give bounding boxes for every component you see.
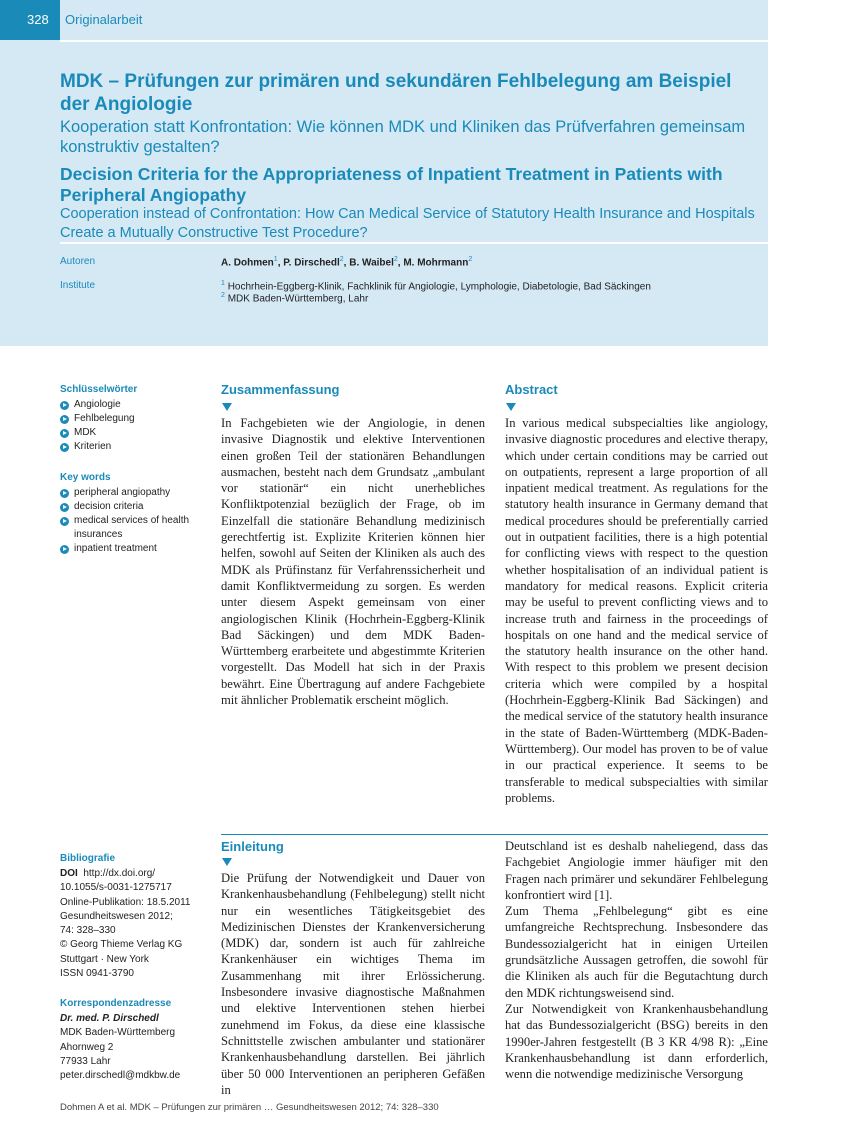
titles-divider xyxy=(60,242,768,244)
title-english: Decision Criteria for the Appropriateness of Inpatient Treatment in Patients with Peripheral Angiopathy xyxy=(60,164,723,205)
section-label: Originalarbeit xyxy=(65,12,143,27)
intro-paragraph: Zur Notwendigkeit von Krankenhausbehandlung hat das Bundessozialgericht (BSG) bereits in den 1990er-Jahren festgestellt (B 3 KR 4/98 R): „Eine Krankenhausbehandlung ist dann erforderlich, wenn die notwendige medizinische Versorgung xyxy=(505,1001,768,1082)
page-number: 328 xyxy=(0,0,60,40)
intro-column-2 xyxy=(505,838,768,1082)
triangle-down-icon xyxy=(222,858,232,866)
author-affiliation: 1 xyxy=(273,256,278,263)
correspondence-title: Korrespondenzadresse xyxy=(60,998,172,1009)
abstract-text: In various medical subspecialties like angiology, invasive diagnostic procedures and elective therapy, which under certain conditions may be carried out on outpatients, represent a large proportion of all inpatient medical treatment. As regulations for the statutory health insurance in Germany demand that medical procedures should be preferentially carried out in outpatient facilities, there is a high potential for conflicting views with respect to the question whether hospitalisation of an individual patient is mandatory for medical reasons. Explicit criteria may be useful to prevent conflicting views and to increase truth and fairness in the proceedings of hospitals on one hand and the medical service of the statutory health insurance on the other hand. With respect to this problem we present decision criteria which were compiled by a hospital (Hochrhein-Eggberg-Klinik Bad Säckingen) and the medical service of the statutory health insurance in the state of Baden-Württemberg (MDK-Baden-Württemberg). Our model has proven to be of value in our practical experience. It seems to be transferable to medical subspecialties with similar problems. xyxy=(505,416,768,805)
bibliography-block xyxy=(60,867,210,981)
intro-column-1: Die Prüfung der Notwendigkeit und Dauer von Krankenhausbehandlung (Fehlbelegung) stellt nicht nur ein wesentliches Tätigkeitsgebiet des Medizinischen Dienstes der Krankenversicherung (MDK) dar, sondern ist auch für zahlreiche Krankenhäuser ein wichtiges Thema im Zusammenhang mit ihrer Erlössicherung. Insbesondere invasive diagnostische Maßnahmen und elektive Interventionen stehen hierbei zunehmend im Fokus, da diese eine klassische Schnittstelle zwischen ambulanter und stationärer Krankenhausbehandlung darstellen. Bei jährlich über 50 000 Interventionen an peripheren Gefäßen in xyxy=(221,871,485,1097)
institute-text: Hochrhein-Eggberg-Klinik, Fachklinik für Angiologie, Lymphologie, Diabetologie, Bad Säckingen xyxy=(227,281,651,293)
author-affiliation: 2 xyxy=(468,256,473,263)
issn: ISSN 0941-3790 xyxy=(60,968,134,980)
bullet-icon xyxy=(60,443,69,452)
subtitle-german: Kooperation statt Konfrontation: Wie können MDK und Kliniken das Prüfverfahren gemeinsam konstruktiv gestalten? xyxy=(60,118,746,156)
bibliography-title: Bibliografie xyxy=(60,853,116,864)
bullet-icon xyxy=(60,415,69,424)
institute-line xyxy=(221,292,368,304)
bullet-icon xyxy=(60,401,69,410)
institute-number: 2 xyxy=(221,292,225,299)
zusammenfassung-heading: Zusammenfassung xyxy=(221,382,340,397)
triangle-down-icon xyxy=(506,403,516,411)
bullet-icon xyxy=(60,517,69,526)
correspondence-city: 77933 Lahr xyxy=(60,1055,111,1067)
keyword-item: Fehlbelegung xyxy=(60,412,210,426)
zusammenfassung-text: In Fachgebieten wie der Angiologie, in denen invasive Diagnostik und elektive Interventionen einen großen Teil der stationären Behandlungen ausmachen, besteht nach dem Grundsatz „ambulant vor stationär“ ein nicht unerhebliches Konfliktpotenzial bezüglich der Frage, ob im Einzelfall die stationäre Behandlung medizinisch gerechtfertig ist. Explizite Kriterien können hier helfen, sowohl auf Seiten der Kliniken als auch des MDK als Prüfinstanz für Verfahrenssicherheit und damit Konfliktvermeidung zu sorgen. Es werden unter diesem Aspekt gemeinsam von einer angiologischen Klinik (Hochrhein-Eggberg-Klinik Bad Säckingen) und dem MDK Baden-Württemberg erarbeitete und abgestimmte Kriterien vorgestellt. Das Modell hat sich in der Praxis bewährt. Eine Übertragung auf andere Fachgebiete mit ähnlicher Problematik erscheint möglich. xyxy=(221,416,485,708)
doi-value: 10.1055/s-0031-1275717 xyxy=(60,882,172,894)
doi-link[interactable]: http://dx.doi.org/ xyxy=(83,868,156,879)
publisher-location: Stuttgart · New York xyxy=(60,953,149,965)
triangle-down-icon xyxy=(222,403,232,411)
institute-line xyxy=(221,280,651,292)
correspondence-org: MDK Baden-Württemberg xyxy=(60,1027,176,1039)
journal-line: Gesundheitswesen 2012; xyxy=(60,910,173,922)
correspondence-street: Ahornweg 2 xyxy=(60,1041,114,1053)
author-name: A. Dohmen xyxy=(221,257,274,269)
doi-label: DOI xyxy=(60,868,78,879)
authors-list: A. Dohmen$^1$, P. Dirschedl$^2$, B. Waibel$^2$, M. Mohrmann$^2$ xyxy=(221,256,473,269)
correspondence-email[interactable]: peter.dirschedl@mdkbw.de xyxy=(60,1070,181,1082)
bullet-icon xyxy=(60,545,69,554)
author-name: B. Waibel xyxy=(349,257,394,269)
volume-pages: 74: 328–330 xyxy=(60,925,116,937)
abstract-heading: Abstract xyxy=(505,382,558,397)
bullet-icon xyxy=(60,503,69,512)
bullet-icon xyxy=(60,489,69,498)
intro-paragraph: Zum Thema „Fehlbelegung“ gibt es eine umfangreiche Rechtsprechung. Insbesondere das Bundessozialgericht hat in einigen Urteilen grundsätzliche Aussagen getroffen, die sowohl für die Kliniken als auch für die Begutachtung durch den MDK richtungsweisend sind. xyxy=(505,904,768,1000)
section-rule xyxy=(221,834,768,835)
keyword-item: MDK xyxy=(60,426,210,440)
institute-number: 1 xyxy=(221,280,225,287)
keyword-item: peripheral angiopathy xyxy=(60,486,210,500)
keywords-en-title: Key words xyxy=(60,472,111,483)
online-publication: Online-Publikation: 18.5.2011 xyxy=(60,896,191,908)
keyword-item: inpatient treatment xyxy=(60,542,210,556)
keyword-item: medical services of health insurances xyxy=(60,514,210,542)
keyword-item: Angiologie xyxy=(60,398,210,412)
keyword-item: decision criteria xyxy=(60,500,210,514)
keywords-en-list xyxy=(60,486,210,556)
correspondence-name: Dr. med. P. Dirschedl xyxy=(60,1013,159,1024)
keywords-de-title: Schlüsselwörter xyxy=(60,384,138,395)
bullet-icon xyxy=(60,429,69,438)
keyword-item: Kriterien xyxy=(60,440,210,454)
subtitle-english: Cooperation instead of Confrontation: How Can Medical Service of Statutory Health Insurance and Hospitals Create a Mutually Constructive Test Procedure? xyxy=(60,206,755,241)
correspondence-block xyxy=(60,1012,210,1083)
einleitung-heading: Einleitung xyxy=(221,839,284,854)
authors-label: Autoren xyxy=(60,256,96,267)
title-german: MDK – Prüfungen zur primären und sekundären Fehlbelegung am Beispiel der Angiologie xyxy=(60,71,732,115)
author-affiliation: 2 xyxy=(393,256,398,263)
author-affiliation: 2 xyxy=(339,256,344,263)
institute-text: MDK Baden-Württemberg, Lahr xyxy=(227,293,369,305)
institute-label: Institute xyxy=(60,280,96,291)
keywords-de-list xyxy=(60,398,210,454)
intro-paragraph: Deutschland ist es deshalb naheliegend, dass das Fachgebiet Angiologie immer häufiger mit den Fragen nach primärer und sekundärer Fehlbelegung konfrontiert wird [1]. xyxy=(505,839,768,902)
author-name: P. Dirschedl xyxy=(283,257,340,269)
header-divider xyxy=(60,40,768,42)
page-footer: Dohmen A et al. MDK – Prüfungen zur primären … Gesundheitswesen 2012; 74: 328–330 xyxy=(60,1102,439,1113)
copyright: © Georg Thieme Verlag KG xyxy=(60,939,183,951)
author-name: M. Mohrmann xyxy=(403,257,469,269)
